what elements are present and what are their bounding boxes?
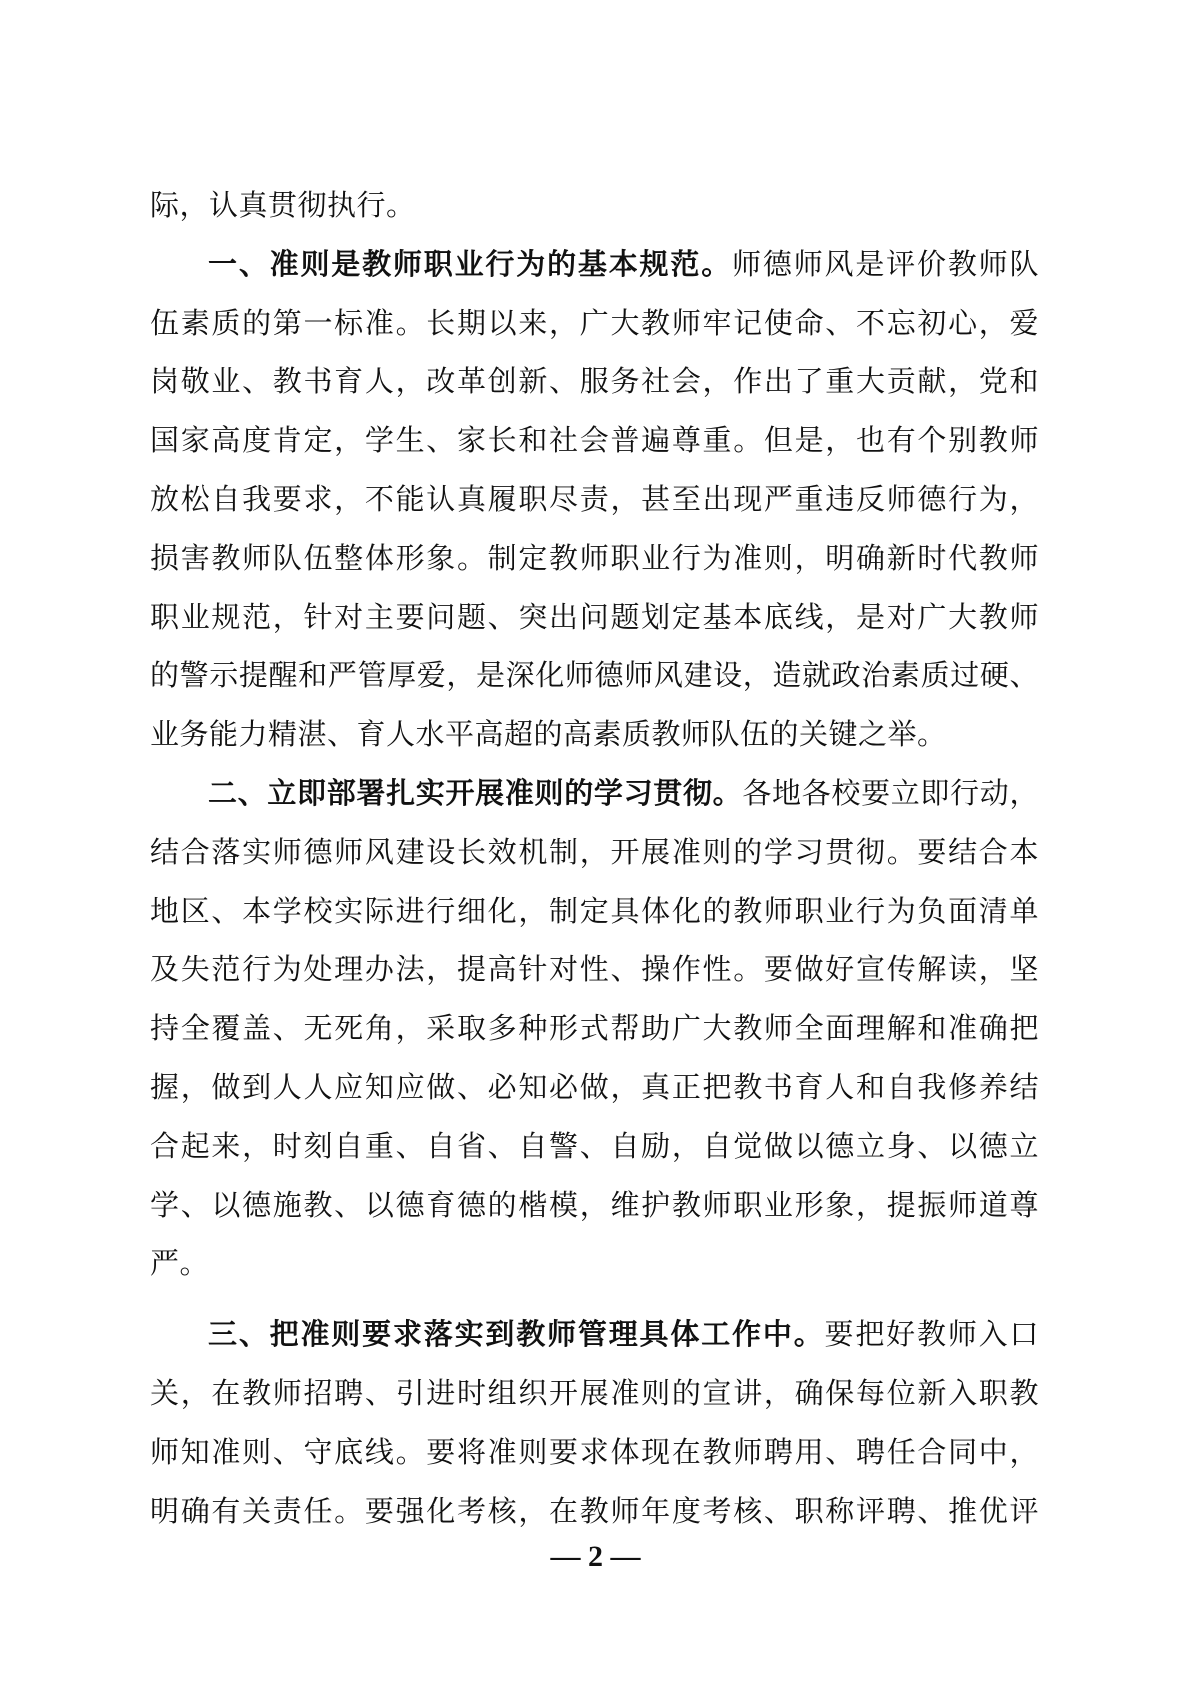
section3-line: 师知准则、守底线。要将准则要求体现在教师聘用、聘任合同中， <box>150 1434 1039 1469</box>
section1-line: 业务能力精湛、育人水平高超的高素质教师队伍的关键之举。 <box>150 717 947 752</box>
section2-line: 及失范行为处理办法，提高针对性、操作性。要做好宣传解读，坚 <box>150 952 1039 987</box>
section1-line: 职业规范，针对主要问题、突出问题划定基本底线，是对广大教师 <box>150 599 1039 634</box>
section1-first-line-text: 师德师风是评价教师队 <box>732 246 1039 281</box>
section1-first-line <box>150 235 1039 294</box>
section2-first-line <box>150 764 1039 823</box>
section1-heading: 一、准则是教师职业行为的基本规范。 <box>208 246 733 281</box>
section2-heading: 二、立即部署扎实开展准则的学习贯彻。 <box>208 775 743 810</box>
section2-first-line-text: 各地各校要立即行动， <box>742 775 1039 810</box>
section2-line: 结合落实师德师风建设长效机制，开展准则的学习贯彻。要结合本 <box>150 834 1039 869</box>
section2-line: 握，做到人人应知应做、必知必做，真正把教书育人和自我修养结 <box>150 1069 1039 1104</box>
section3-first-line-text: 要把好教师入口 <box>824 1317 1039 1352</box>
section3-line: 关，在教师招聘、引进时组织开展准则的宣讲，确保每位新入职教 <box>150 1375 1039 1410</box>
section1-line: 的警示提醒和严管厚爱，是深化师德师风建设，造就政治素质过硬、 <box>150 658 1039 693</box>
page-number: — 2 — <box>550 1540 641 1573</box>
paragraph-gap <box>150 1293 1039 1305</box>
section2-line: 严。 <box>150 1246 210 1281</box>
section1-line: 岗敬业、教书育人，改革创新、服务社会，作出了重大贡献，党和 <box>150 364 1039 399</box>
section2-line: 地区、本学校实际进行细化，制定具体化的教师职业行为负面清单 <box>150 893 1039 928</box>
section3-first-line <box>150 1305 1039 1364</box>
section1-line: 损害教师队伍整体形象。制定教师职业行为准则，明确新时代教师 <box>150 540 1039 575</box>
document-body <box>150 176 1039 1540</box>
section3-heading: 三、把准则要求落实到教师管理具体工作中。 <box>208 1317 825 1352</box>
section2-line: 合起来，时刻自重、自省、自警、自励，自觉做以德立身、以德立 <box>150 1128 1039 1163</box>
intro-line: 际，认真贯彻执行。 <box>150 188 416 222</box>
section1-line: 国家高度肯定，学生、家长和社会普遍尊重。但是，也有个别教师 <box>150 423 1039 458</box>
section3-line: 明确有关责任。要强化考核，在教师年度考核、职称评聘、推优评 <box>150 1493 1039 1528</box>
section1-line: 放松自我要求，不能认真履职尽责，甚至出现严重违反师德行为， <box>150 481 1039 516</box>
section2-line: 学、以德施教、以德育德的楷模，维护教师职业形象，提振师道尊 <box>150 1187 1039 1222</box>
section2-line: 持全覆盖、无死角，采取多种形式帮助广大教师全面理解和准确把 <box>150 1011 1039 1046</box>
section1-line: 伍素质的第一标准。长期以来，广大教师牢记使命、不忘初心，爱 <box>150 305 1039 340</box>
